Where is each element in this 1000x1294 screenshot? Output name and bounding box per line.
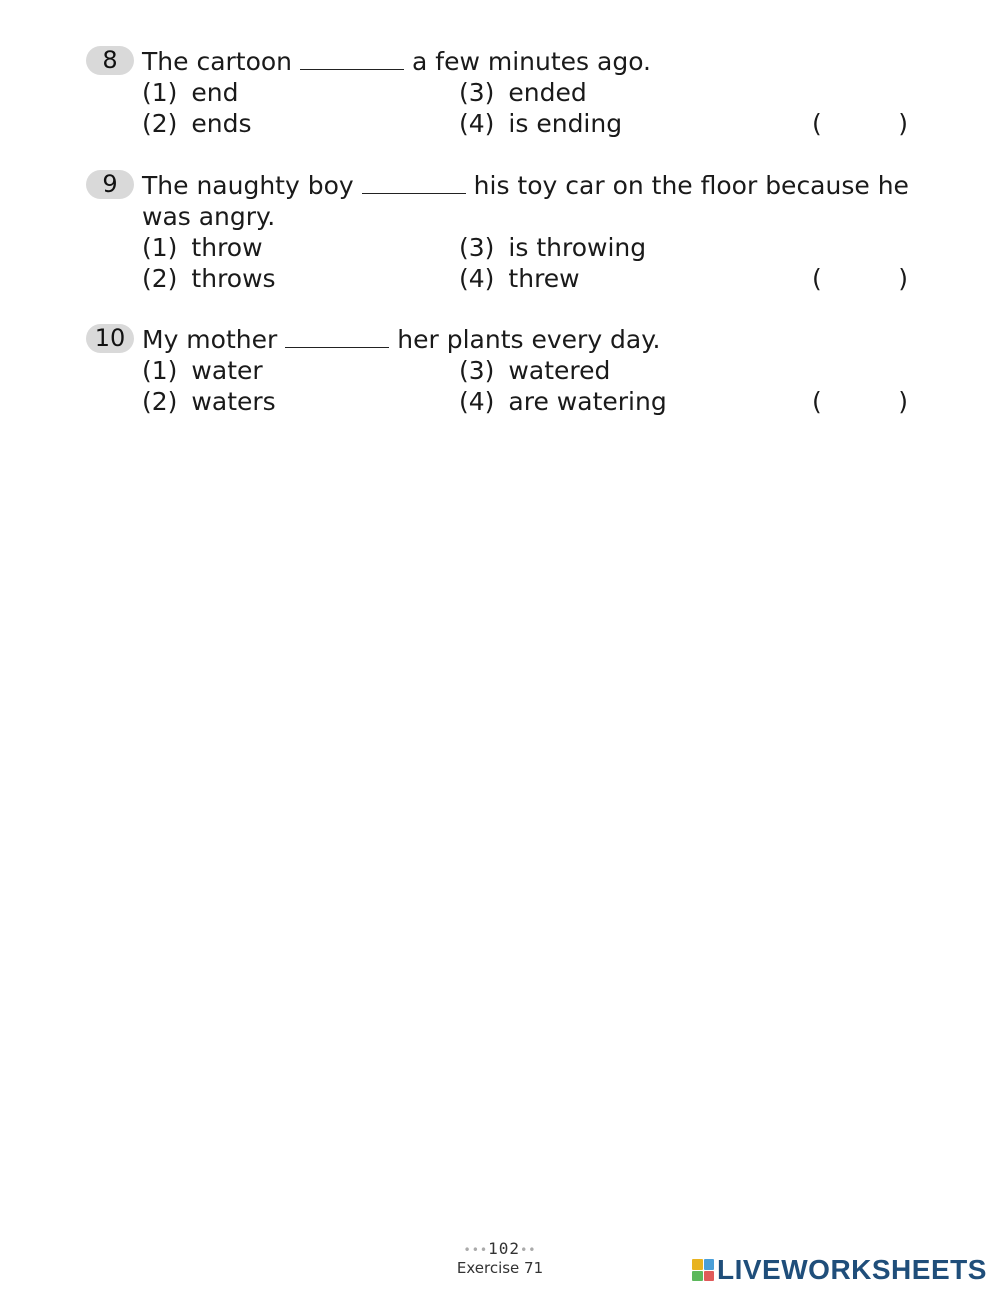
question-stem-line2: was angry. [142,202,276,231]
option-number: (4) [459,109,495,138]
option-text: threw [508,264,580,293]
option-2 [142,108,252,139]
option-number: (1) [142,233,178,262]
paren-close: ) [898,387,908,416]
question-stem [142,170,909,201]
option-text: ends [191,109,252,138]
paren-open: ( [812,264,822,293]
paren-close: ) [898,109,908,138]
option-number: (2) [142,264,178,293]
option-number: (2) [142,387,178,416]
paren-open: ( [812,387,822,416]
page-number-value: 102 [488,1239,521,1258]
page-dots-right: •• [520,1243,537,1257]
paren-open: ( [812,109,822,138]
liveworksheets-logo[interactable] [692,1254,987,1286]
option-text: waters [191,387,276,416]
page-dots-left: ••• [463,1243,489,1257]
option-3 [459,355,610,386]
stem-after: her plants every day. [397,325,661,354]
option-text: are watering [508,387,667,416]
option-number: (4) [459,387,495,416]
option-4 [459,108,622,139]
stem-after: a few minutes ago. [412,47,652,76]
option-number: (1) [142,356,178,385]
option-text: is throwing [508,233,647,262]
page-number [440,1239,560,1258]
option-2 [142,386,276,417]
option-3 [459,77,587,108]
option-2 [142,263,276,294]
question-stem [142,324,660,355]
option-1 [142,232,263,263]
option-4 [459,386,667,417]
question-number-badge: 10 [86,324,134,353]
option-text: end [191,78,239,107]
answer-blank [285,327,389,348]
option-number: (3) [459,356,495,385]
question-number-badge: 9 [86,170,134,199]
option-number: (3) [459,78,495,107]
option-text: is ending [508,109,623,138]
liveworksheets-logo-icon [692,1259,714,1281]
answer-box[interactable] [812,263,908,294]
option-number: (3) [459,233,495,262]
option-number: (1) [142,78,178,107]
option-3 [459,232,646,263]
stem-before: The naughty boy [142,171,354,200]
option-text: ended [508,78,587,107]
option-4 [459,263,580,294]
question-stem [142,46,651,77]
option-1 [142,355,263,386]
paren-close: ) [898,264,908,293]
option-text: throw [191,233,263,262]
option-number: (4) [459,264,495,293]
stem-after: his toy car on the floor because he [473,171,909,200]
stem-before: My mother [142,325,278,354]
answer-blank [300,49,404,70]
answer-box[interactable] [812,108,908,139]
answer-blank [362,173,466,194]
logo-text: LIVEWORKSHEETS [717,1254,987,1285]
stem-before: The cartoon [142,47,293,76]
answer-box[interactable] [812,386,908,417]
option-text: water [191,356,263,385]
question-number-badge: 8 [86,46,134,75]
option-text: throws [191,264,276,293]
option-1 [142,77,239,108]
option-text: watered [508,356,611,385]
exercise-label: Exercise 71 [456,1259,544,1277]
option-number: (2) [142,109,178,138]
